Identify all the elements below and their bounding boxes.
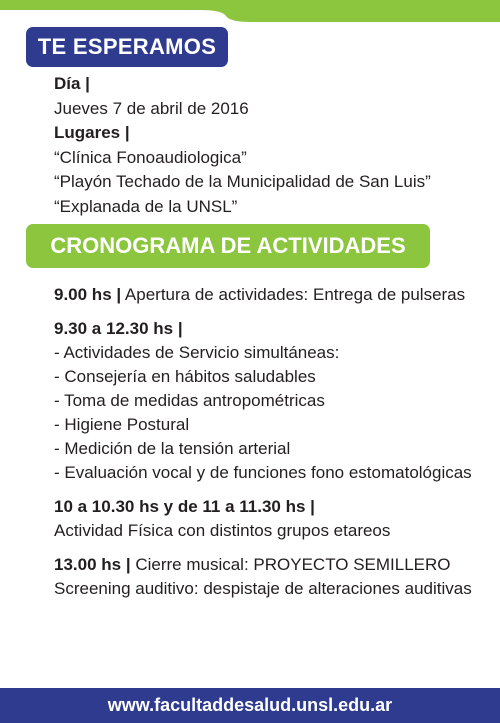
dia-value: Jueves 7 de abril de 2016 bbox=[54, 98, 249, 118]
entry-line: - Evaluación vocal y de funciones fono estomatológicas bbox=[54, 463, 472, 482]
entry-line: - Medición de la tensión arterial bbox=[54, 439, 291, 458]
footer-url[interactable] bbox=[0, 688, 500, 723]
entry-line: Screening auditivo: despistaje de alteraciones auditivas bbox=[54, 579, 472, 598]
entry-time: 13.00 hs | bbox=[54, 555, 131, 574]
event-info bbox=[54, 72, 494, 219]
entry-line: Actividad Física con distintos grupos etareos bbox=[54, 521, 391, 540]
entry-text: Apertura de actividades: Entrega de pulseras bbox=[121, 285, 466, 304]
lugares-label: Lugares | bbox=[54, 123, 130, 142]
te-esperamos-heading: TE ESPERAMOS bbox=[26, 27, 228, 67]
entry-line: - Toma de medidas antropométricas bbox=[54, 391, 325, 410]
website-link[interactable]: www.facultaddesalud.unsl.edu.ar bbox=[107, 695, 393, 715]
lugar-item: “Clínica Fonoaudiologica” bbox=[54, 147, 247, 167]
schedule-entry bbox=[54, 495, 494, 543]
entry-line: - Higiene Postural bbox=[54, 415, 190, 434]
schedule-entry bbox=[54, 553, 494, 601]
entry-line: - Consejería en hábitos saludables bbox=[54, 367, 316, 386]
schedule-entry bbox=[54, 283, 494, 307]
entry-time: 9.30 a 12.30 hs | bbox=[54, 319, 183, 338]
schedule bbox=[54, 283, 494, 611]
entry-text: Cierre musical: PROYECTO SEMILLERO bbox=[130, 555, 451, 574]
entry-time: 10 a 10.30 hs y de 11 a 11.30 hs | bbox=[54, 497, 315, 516]
entry-time: 9.00 hs | bbox=[54, 285, 122, 304]
schedule-entry bbox=[54, 317, 494, 485]
entry-line: - Actividades de Servicio simultáneas: bbox=[54, 343, 340, 362]
dia-label: Día | bbox=[54, 74, 90, 93]
lugar-item: “Explanada de la UNSL” bbox=[54, 196, 238, 216]
cronograma-heading: CRONOGRAMA DE ACTIVIDADES bbox=[26, 224, 430, 268]
lugar-item: “Playón Techado de la Municipalidad de San Luis” bbox=[54, 172, 431, 191]
top-green-band bbox=[0, 0, 500, 22]
